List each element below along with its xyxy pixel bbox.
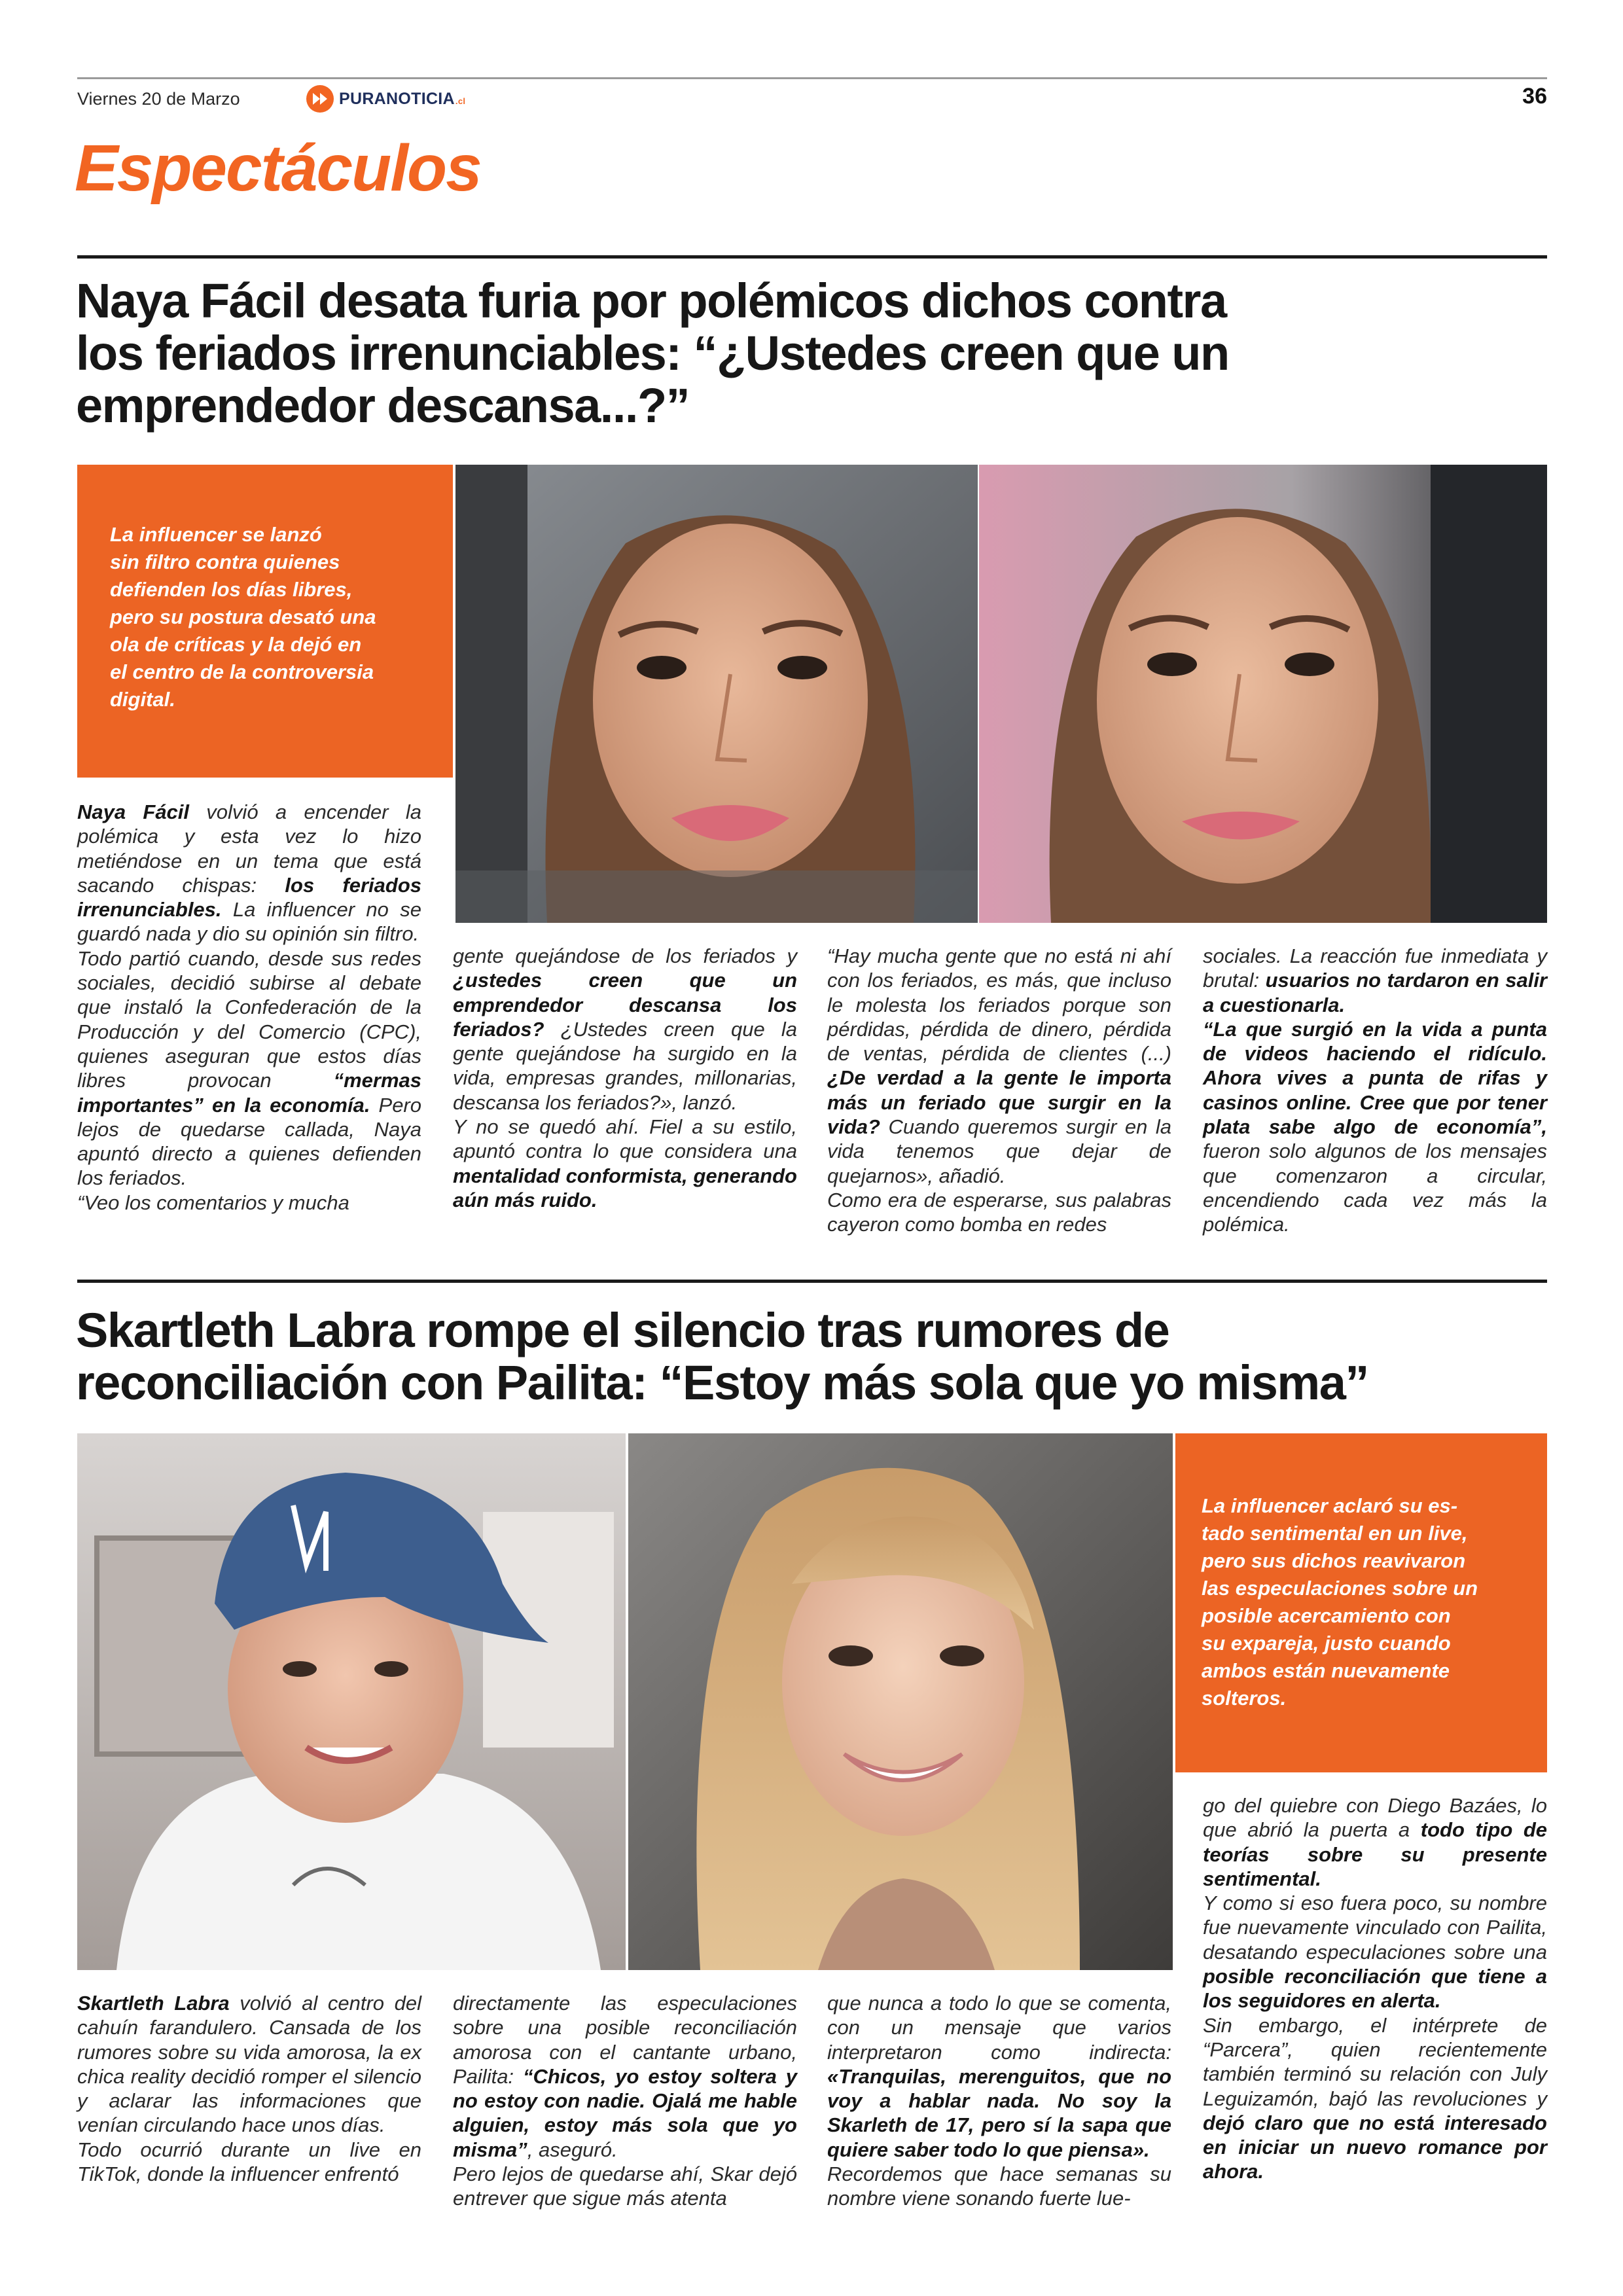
article2-kicker-box bbox=[1175, 1433, 1547, 1772]
article1-kicker: La influencer se lanzó sin filtro contra quienes defienden los días libres, pero su postura desató una ola de críticas y la dejó en el centro de la controversia digital. bbox=[110, 523, 376, 711]
article1-headline: Naya Fácil desata furia por polémicos dichos contra los feriados irrenunciables: “¿Ustedes creen que un emprendedor descansa...?” bbox=[76, 274, 1229, 433]
article2-column-3: que nunca a todo lo que se comenta, con un mensaje que varios interpretaron como indirecta: «Tranquilas, merenguitos, que no voy a hablar nada. No soy la Skarleth de 17, pero sí la sapa que quiere saber todo lo que piensa». Recordemos que hace semanas su nombre viene sonando fuerte lue- bbox=[827, 1992, 1171, 2210]
article2-column-1: Skartleth Labra volvió al centro del cahuín farandulero. Cansada de los rumores sobre su vida amorosa, la ex chica reality decidió romper el silencio y aclarar las informaciones que venían circulando hace unos días. Todo ocurrió durante un live en TikTok, donde la influencer enfrentó bbox=[77, 1992, 421, 2186]
page-number: 36 bbox=[1522, 84, 1547, 109]
article1-column-2: gente quejándose de los feriados y ¿ustedes creen que un emprendedor descansa los feriados? ¿Ustedes creen que la gente quejándose ha surgido en la vida, empresas grandes, millonarias, descansa los feriados?», lanzó. Y no se quedó ahí. Fiel a su estilo, apuntó contra lo que considera una mentalidad conformista, generando aún más ruido. bbox=[453, 944, 797, 1211]
issue-date: Viernes 20 de Marzo bbox=[77, 89, 240, 109]
brand-name: PURANOTICIA.cl bbox=[339, 89, 466, 108]
skartleth-labra-photo bbox=[628, 1433, 1173, 1970]
article2-column-4: go del quiebre con Diego Bazáes, lo que abrió la puerta a todo tipo de teorías sobre su presente sentimental. Y como si eso fuera poco, su nombre fue nuevamente vinculado con Pailita, desatando especulaciones sobre una posible reconciliación que tiene a los seguidores en alerta. Sin embargo, el intérprete de “Parcera”, quien recientemente también terminó su relación con July Leguizamón, bajó las revoluciones y dejó claro que no está interesado en iniciar un nuevo romance por ahora. bbox=[1203, 1794, 1547, 2183]
article1-kicker-box bbox=[77, 465, 453, 778]
article1-column-1: Naya Fácil volvió a encender la polémica y esta vez lo hizo metiéndose en un tema que está sacando chispas: los feriados irrenunciables. La influencer no se guardó nada y dio su opinión sin filtro. Todo partió cuando, desde sus redes sociales, decidió subirse al debate que instaló la Confederación de la Producción y del Comercio (CPC), quienes aseguran que estos días libres provocan “mermas importantes” en la economía. Pero lejos de quedarse callada, Naya apuntó directo a quienes defienden los feriados. “Veo los comentarios y mucha bbox=[77, 800, 422, 1214]
top-rule bbox=[77, 77, 1547, 79]
play-arrows-icon bbox=[306, 85, 334, 113]
article1-top-rule bbox=[77, 255, 1547, 259]
naya-facil-photo-left bbox=[455, 465, 978, 923]
brand-logo[interactable] bbox=[306, 84, 465, 114]
article2-kicker: La influencer aclaró su es- tado sentimental en un live, pero sus dichos reavivaron las especulaciones sobre un posible acercamiento con su expareja, justo cuando ambos están nuevamente solteros. bbox=[1202, 1494, 1478, 1710]
article1-column-3: “Hay mucha gente que no está ni ahí con los feriados, es más, que incluso le molesta los feriados porque son pérdidas, pérdida de dinero, pérdida de ventas, pérdida de clientes (...) ¿De verdad a la gente le importa más un feriado que surgir en la vida? Cuando queremos surgir en la vida tenemos que dejar de quejarnos», añadió. Como era de esperarse, sus palabras cayeron como bomba en redes bbox=[827, 944, 1171, 1236]
naya-facil-photo-right bbox=[979, 465, 1547, 923]
section-title: Espectáculos bbox=[75, 132, 481, 205]
article2-top-rule bbox=[77, 1280, 1547, 1283]
article2-column-2: directamente las especulaciones sobre una posible reconciliación amorosa con el cantante urbano, Pailita: “Chicos, yo estoy soltera y no estoy con nadie. Ojalá me hable alguien, estoy más sola que yo misma”, aseguró. Pero lejos de quedarse ahí, Skar dejó entrever que sigue más atenta bbox=[453, 1992, 797, 2210]
article1-column-4: sociales. La reacción fue inmediata y brutal: usuarios no tardaron en salir a cuestionarla. “La que surgió en la vida a punta de videos haciendo el ridículo. Ahora vives a punta de rifas y casinos online. Cree que por tener plata sabe algo de economía”, fueron solo algunos de los mensajes que comenzaron a circular, encendiendo cada vez más la polémica. bbox=[1203, 944, 1547, 1236]
article2-headline: Skartleth Labra rompe el silencio tras rumores de reconciliación con Pailita: “Estoy más sola que yo misma” bbox=[76, 1303, 1368, 1410]
pailita-photo bbox=[77, 1433, 626, 1970]
